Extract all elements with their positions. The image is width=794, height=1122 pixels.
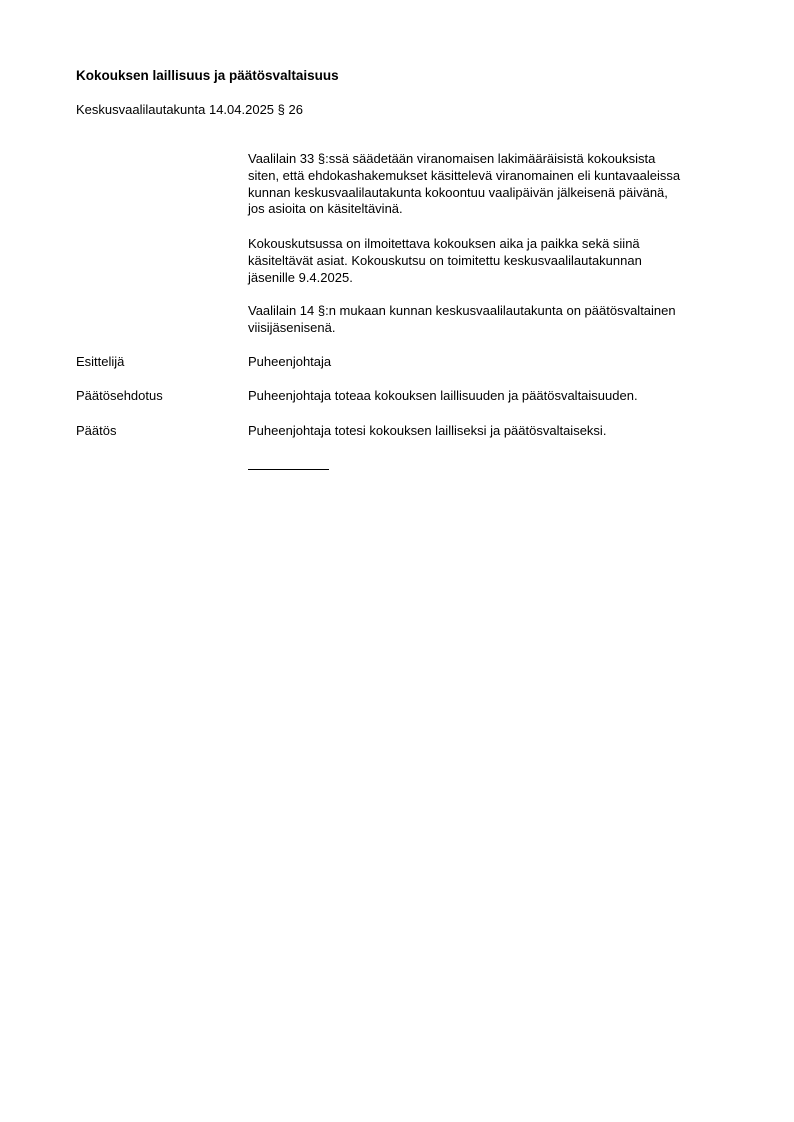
paragraph-line: käsiteltävät asiat. Kokouskutsu on toimitettu keskusvaalilautakunnan	[248, 252, 642, 268]
meeting-reference: Keskusvaalilautakunta 14.04.2025 § 26	[76, 102, 303, 117]
paragraph-line: Vaalilain 33 §:ssä säädetään viranomaisen lakimääräisistä kokouksista	[248, 151, 656, 166]
proposal-value: Puheenjohtaja toteaa kokouksen laillisuuden ja päätösvaltaisuuden.	[248, 388, 638, 403]
decision-label: Päätös	[76, 423, 117, 438]
paragraph-quorum	[248, 303, 748, 337]
page-title: Kokouksen laillisuus ja päätösvaltaisuus	[76, 68, 339, 83]
paragraph-line: jäsenille 9.4.2025.	[248, 269, 353, 285]
paragraph-line: siten, että ehdokashakemukset käsittelevä viranomainen eli kuntavaaleissa	[248, 167, 681, 183]
paragraph-line: viisijäsenisenä.	[248, 319, 336, 335]
paragraph-meeting-invitation	[248, 236, 748, 286]
paragraph-line: Kokouskutsussa on ilmoitettava kokouksen aika ja paikka sekä siinä	[248, 236, 640, 251]
paragraph-legal-basis	[248, 151, 748, 218]
paragraph-line: jos asioita on käsiteltävinä.	[248, 201, 403, 217]
presenter-label: Esittelijä	[76, 354, 125, 369]
presenter-value: Puheenjohtaja	[248, 354, 332, 369]
proposal-label: Päätösehdotus	[76, 388, 163, 403]
paragraph-line: kunnan keskusvaalilautakunta kokoontuu vaalipäivän jälkeisenä päivänä,	[248, 184, 668, 200]
decision-value: Puheenjohtaja totesi kokouksen lailliseksi ja päätösvaltaiseksi.	[248, 423, 607, 438]
paragraph-line: Vaalilain 14 §:n mukaan kunnan keskusvaalilautakunta on päätösvaltainen	[248, 303, 676, 318]
section-end-divider	[248, 469, 329, 470]
